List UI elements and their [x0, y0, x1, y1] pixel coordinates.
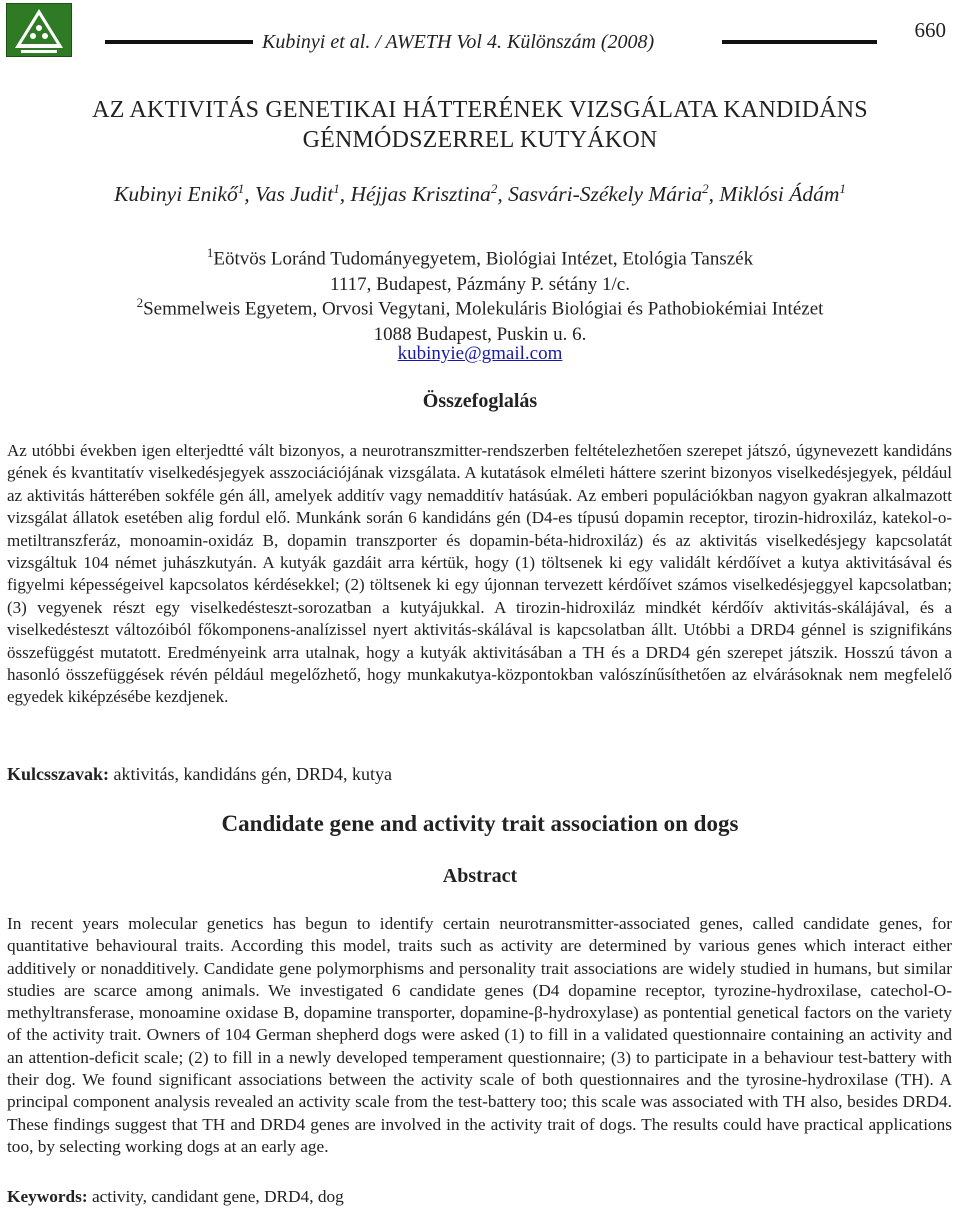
keywords-label: Kulcsszavak: [7, 764, 110, 784]
author-name: Kubinyi Enikő [114, 182, 238, 207]
author-affiliation-mark: 2 [702, 181, 709, 196]
author-name: Héjjas Krisztina [350, 182, 491, 207]
author-name: Sasvári-Székely Mária [508, 182, 703, 207]
author-affiliation-mark: 1 [237, 181, 245, 196]
affiliation-number: 2 [136, 295, 144, 310]
email-link[interactable]: kubinyie@gmail.com [397, 343, 563, 364]
contact-email [0, 343, 960, 365]
english-abstract-heading: Abstract [442, 865, 518, 887]
title-line-2: GÉNMÓDSZERREL KUTYÁKON [302, 127, 658, 153]
hungarian-abstract-text: Az utóbbi években igen elterjedtté vált bizonyos, a neurotranszmitter-rendszerben feltételezhetően szerepet játszó, úgynevezett kandidáns gének és kvantitatív viselkedésjegyek asszociációjának vizsgálata. A kutatások elméleti háttere szerint bizonyos viselkedésjegyek, például az aktivitás hátterében sokféle gén áll, amelyek additív vagy nemadditív hatásúak. Az emberi populációkban nagyon gyakran alkalmazott vizsgálat állatok esetében alig fordul elő. Munkánk során 6 kandidáns gén (D4-es típusú dopamin receptor, tirozin-hidroxiláz, katekol-o-metiltranszferáz, monoamin-oxidáz B, dopamin transzporter és dopamin-béta-hidroxiláz) és az aktivitás viselkedésjegy kapcsolatát vizsgáltuk 104 német juhászkutyán. A kutyák gazdáit arra kértük, hogy (1) töltsenek ki egy validált kérdőívet a kutya aktivitásával és figyelmi képességeivel kapcsolatos kérdésekkel; (2) töltsenek ki egy újonnan tervezett kérdőívet számos viselkedésjeggyel kapcsolatban; (3) vegyenek részt egy viselkedésteszt-sorozatban a kutyájukkal. A tirozin-hidroxiláz mindkét kérdőív aktivitás-skálájával, és a viselkedésteszt változóiból főkomponens-analízissel nyert aktivitás-skálával is kapcsolatban állt. Utóbbi a DRD4 génnel is szignifikáns összefüggést mutatott. Eredményeink arra utalnak, hogy a kutyák aktivitásában a TH és a DRD4 gén szerepet játszik. Hosszú távon a hasonló összefüggések révén például megelőzhető, hogy munkakutya-központokban valószínűsíthetően az elvárásoknak nem megfelelő egyedek kiképzésébe kezdjenek. [7, 441, 952, 707]
affiliation-address: 1088 Budapest, Puskin u. 6. [373, 324, 587, 346]
affiliation-institution: Semmelweis Egyetem, Orvosi Vegytani, Molekuláris Biológiai és Pathobiokémiai Intézet [143, 298, 824, 320]
author-affiliation-mark: 1 [839, 181, 846, 196]
author-name: Miklósi Ádám [719, 182, 840, 207]
hungarian-abstract-heading: Összefoglalás [422, 390, 538, 412]
author-affiliation-mark: 2 [490, 181, 498, 196]
keywords-text: aktivitás, kandidáns gén, DRD4, kutya [109, 764, 392, 784]
english-title: Candidate gene and activity trait association on dogs [221, 811, 739, 836]
header-rule-right [722, 40, 877, 44]
title-line-1: AZ AKTIVITÁS GENETIKAI HÁTTERÉNEK VIZSGÁLATA KANDIDÁNS [92, 97, 868, 123]
affiliation-2 [0, 290, 960, 348]
affiliation-number: 1 [206, 245, 214, 260]
affiliation-address: 1117, Budapest, Pázmány P. sétány 1/c. [330, 274, 630, 296]
author-name: Vas Judit [254, 182, 334, 207]
author-list: Kubinyi Enikő$^1$, Vas Judit$^1$, Héjjas Krisztina$^2$, Sasvári-Székely Mária$^2$, Miklósi Ádám$^1$ [114, 181, 846, 207]
paper-title [0, 95, 960, 155]
affiliation-institution: Eötvös Loránd Tudományegyetem, Biológiai Intézet, Etológia Tanszék [213, 248, 754, 270]
author-affiliation-mark: 1 [333, 181, 340, 196]
keywords-label: Keywords: [7, 1187, 88, 1206]
english-abstract-text: In recent years molecular genetics has begun to identify certain neurotransmitter-associated genes, called candidate genes, for quantitative behavioural traits. According this model, traits such as activity are determined by various genes which interact either additively or nonadditively. Candidate gene polymorphisms and personality trait associations are widely studied in humans, but similar studies are scarce among animals. We investigated 6 candidate genes (D4 dopamine receptor, tyrozine-hydroxilase, catechol-O-methyltransferase, monoamine oxidase B, dopamine transporter, dopamine-β-hydroxylase) as pontential genetical factors on the variety of the activity trait. Owners of 104 German shepherd dogs were asked (1) to fill in a validated questionnaire containing an activity and an attention-deficit scale; (2) to fill in a newly developed temperament questionnaire; (3) to participate in a behaviour test-battery with their dog. We found significant associations between the activity scale of both questionnaires and the tyrosine-hydroxilase (TH). A principal component analysis revealed an activity scale from the test-battery too; this scale was associated with TH also, besides DRD4. These findings suggest that TH and DRD4 genes are involved in the activity trait of dogs. The results could have practical applications too, by selecting working dogs at an early age. [7, 914, 952, 1156]
page-number: 660 [914, 18, 946, 42]
keywords-text: activity, candidant gene, DRD4, dog [87, 1187, 344, 1206]
hungarian-keywords [7, 764, 392, 785]
header-rule-left [105, 40, 253, 44]
journal-logo [6, 3, 72, 57]
journal-citation: Kubinyi et al. / AWETH Vol 4. Különszám (2008) [262, 31, 655, 53]
english-keywords [7, 1187, 344, 1207]
